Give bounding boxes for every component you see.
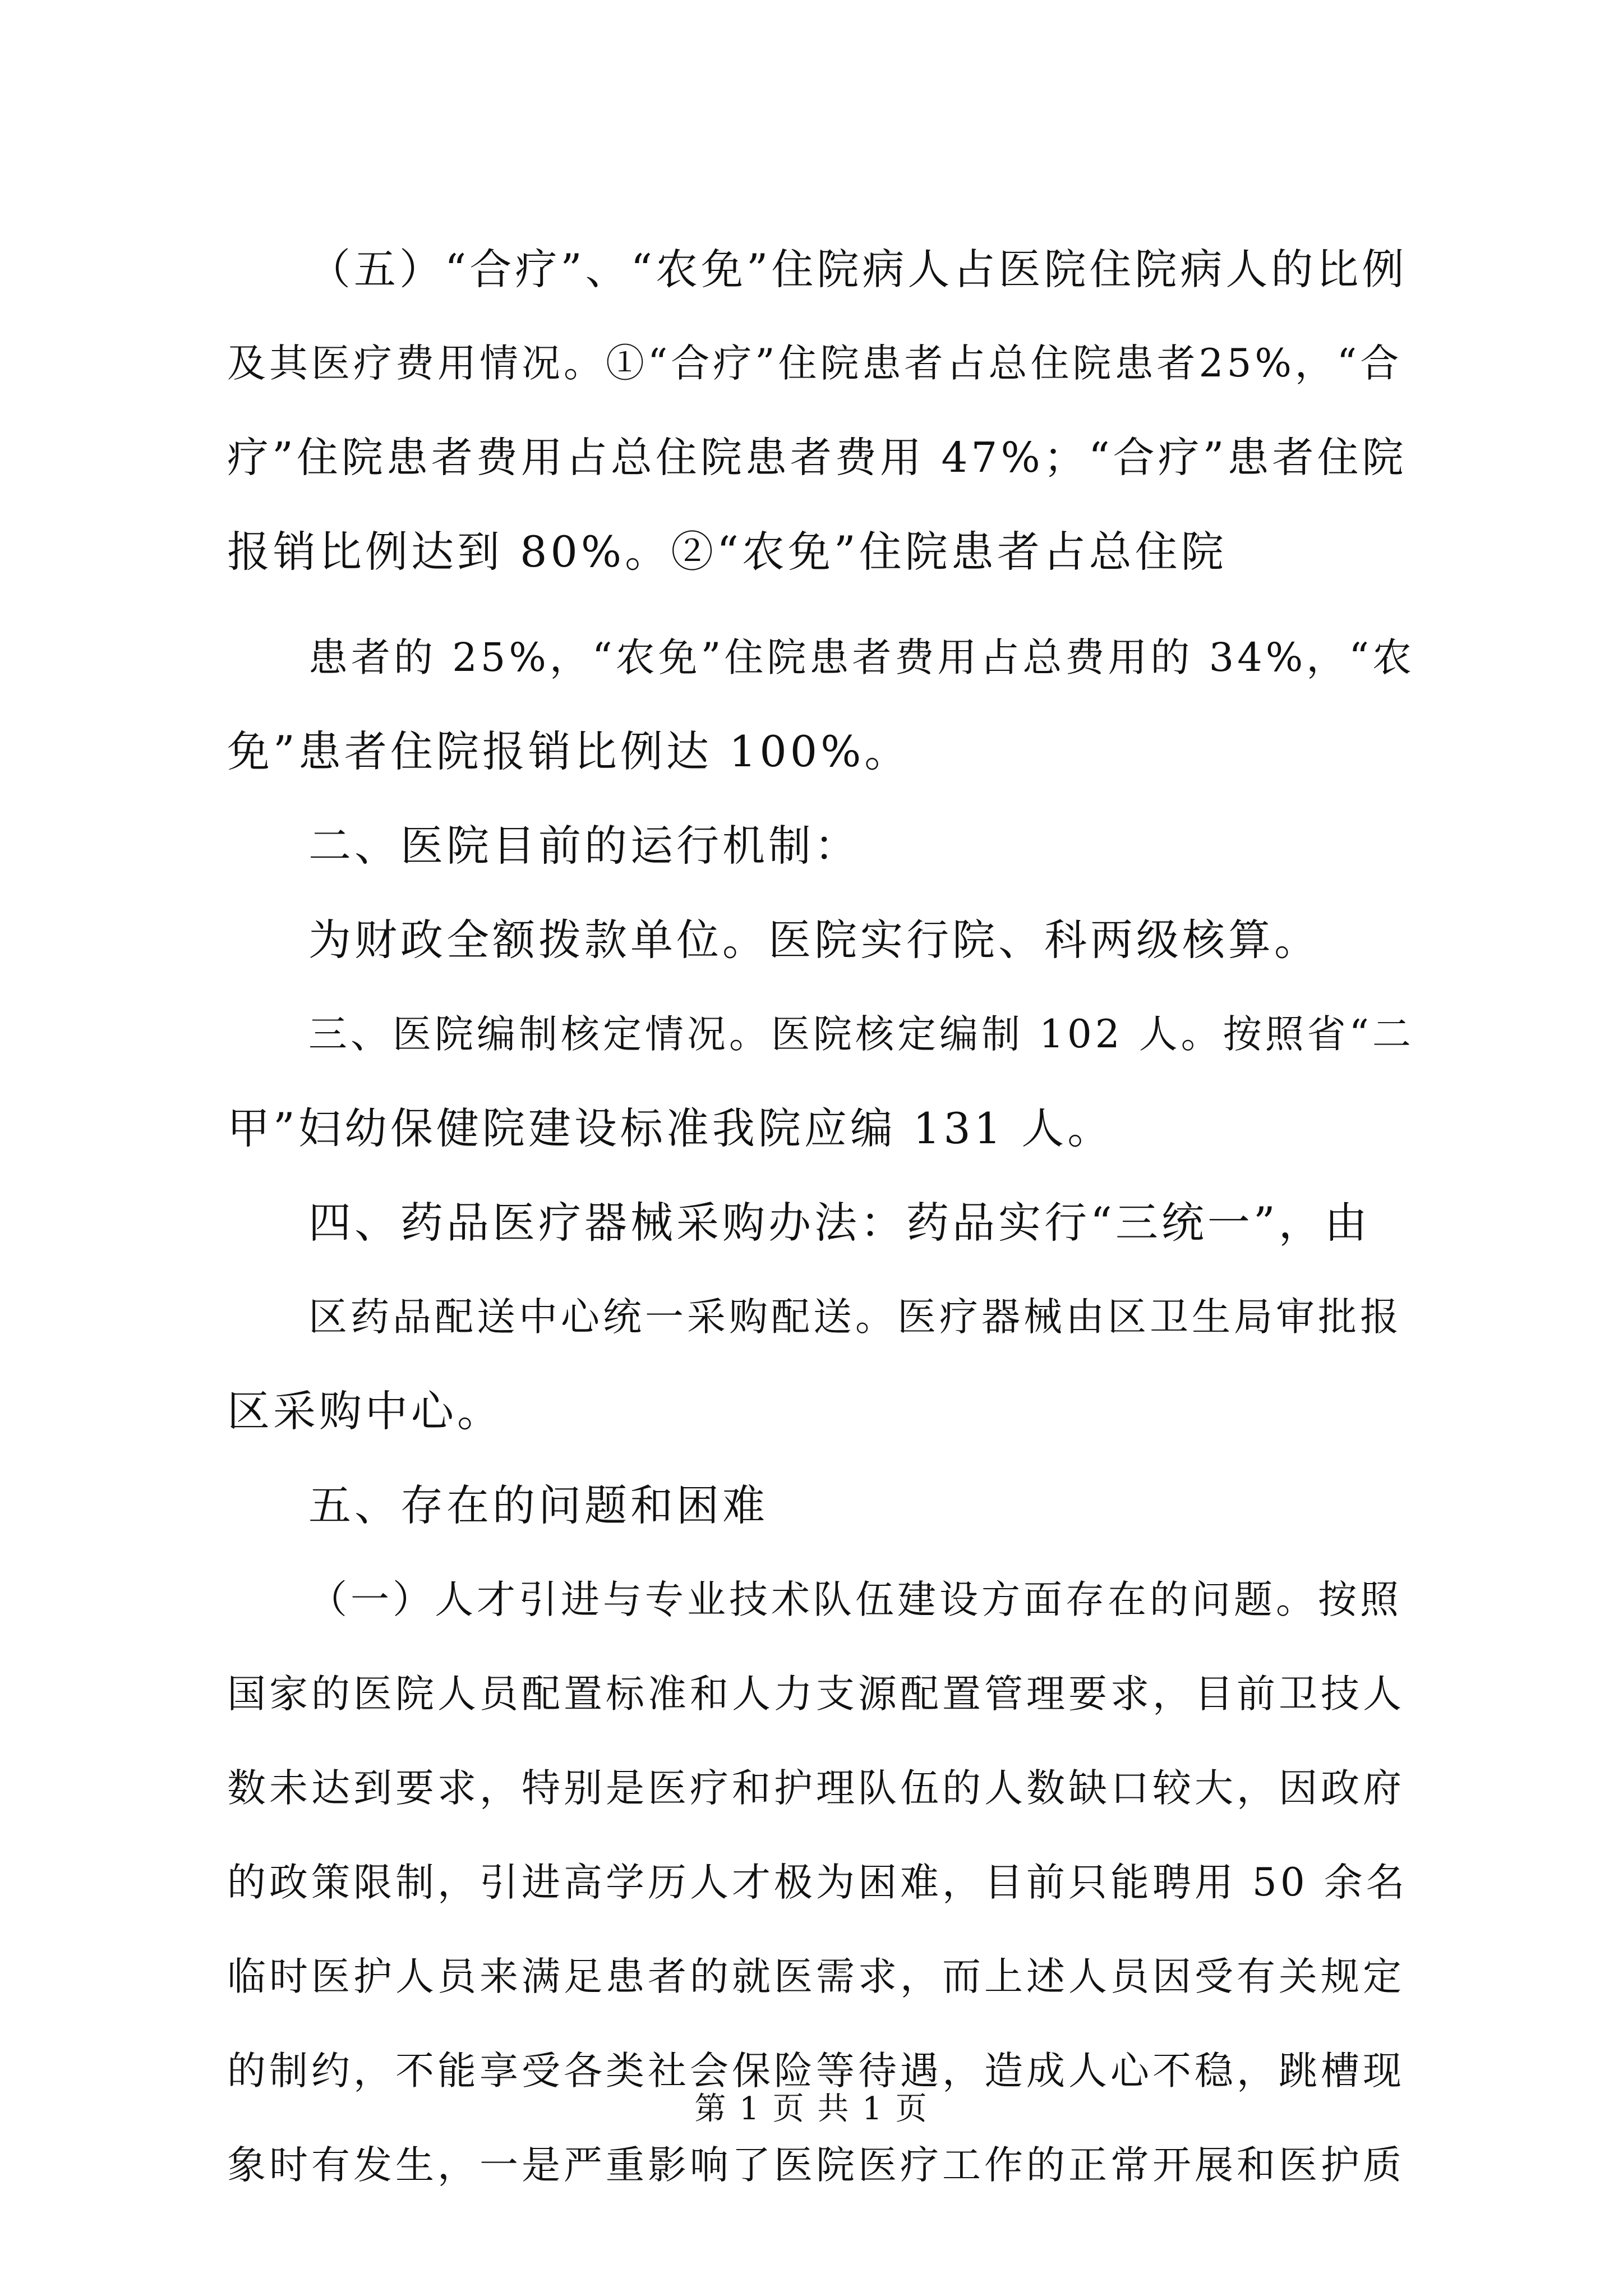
text-line-12: 区药品配送中心统一采购配送。医疗器械由区卫生局审批报 xyxy=(308,1295,1402,1340)
text-line-5: 患者的 25%，“农免”住院患者费用占总费用的 34%，“农 xyxy=(308,634,1415,680)
text-line-11: 四、药品医疗器械采购办法：药品实行“三统一”，由 xyxy=(308,1198,1371,1248)
text-line-15: （一）人才引进与专业技术队伍建设方面存在的问题。按照 xyxy=(308,1577,1402,1622)
text-line-20: 的制约，不能享受各类社会保险等待遇，造成人心不稳，跳槽现 xyxy=(227,2049,1405,2093)
text-line-8: 为财政全额拨款单位。医院实行院、科两级核算。 xyxy=(308,915,1320,965)
text-line-17: 数未达到要求，特别是医疗和护理队伍的人数缺口较大，因政府 xyxy=(227,1766,1405,1811)
page-number-label: 第 1 页 共 1 页 xyxy=(694,2091,929,2127)
section-heading-5: 五、存在的问题和困难 xyxy=(308,1480,768,1530)
section-heading-2: 二、医院目前的运行机制： xyxy=(308,821,860,871)
text-line-21: 象时有发生，一是严重影响了医院医疗工作的正常开展和医护质 xyxy=(227,2143,1405,2188)
text-line-4: 报销比例达到 80%。②“农免”住院患者占总住院 xyxy=(227,527,1227,577)
text-line-2: 及其医疗费用情况。①“合疗”住院患者占总住院患者25%，“合 xyxy=(227,341,1403,386)
text-line-3: 疗”住院患者费用占总住院患者费用 47%；“合疗”患者住院 xyxy=(227,434,1407,482)
text-line-18: 的政策限制，引进高学历人才极为困难，目前只能聘用 50 余名 xyxy=(227,1860,1408,1905)
text-line-19: 临时医护人员来满足患者的就医需求，而上述人员因受有关规定 xyxy=(227,1954,1405,1999)
text-line-13: 区采购中心。 xyxy=(227,1386,503,1436)
text-line-16: 国家的医院人员配置标准和人力支源配置管理要求，目前卫技人 xyxy=(227,1672,1405,1717)
text-line-1: （五）“合疗”、“农免”住院病人占医院住院病人的比例 xyxy=(308,245,1408,294)
text-line-10: 甲”妇幼保健院建设标准我院应编 131 人。 xyxy=(227,1103,1114,1153)
text-line-9: 三、医院编制核定情况。医院核定编制 102 人。按照省“二 xyxy=(308,1012,1414,1057)
text-line-6: 免”患者住院报销比例达 100%。 xyxy=(227,726,911,776)
page-footer xyxy=(0,2087,1623,2132)
